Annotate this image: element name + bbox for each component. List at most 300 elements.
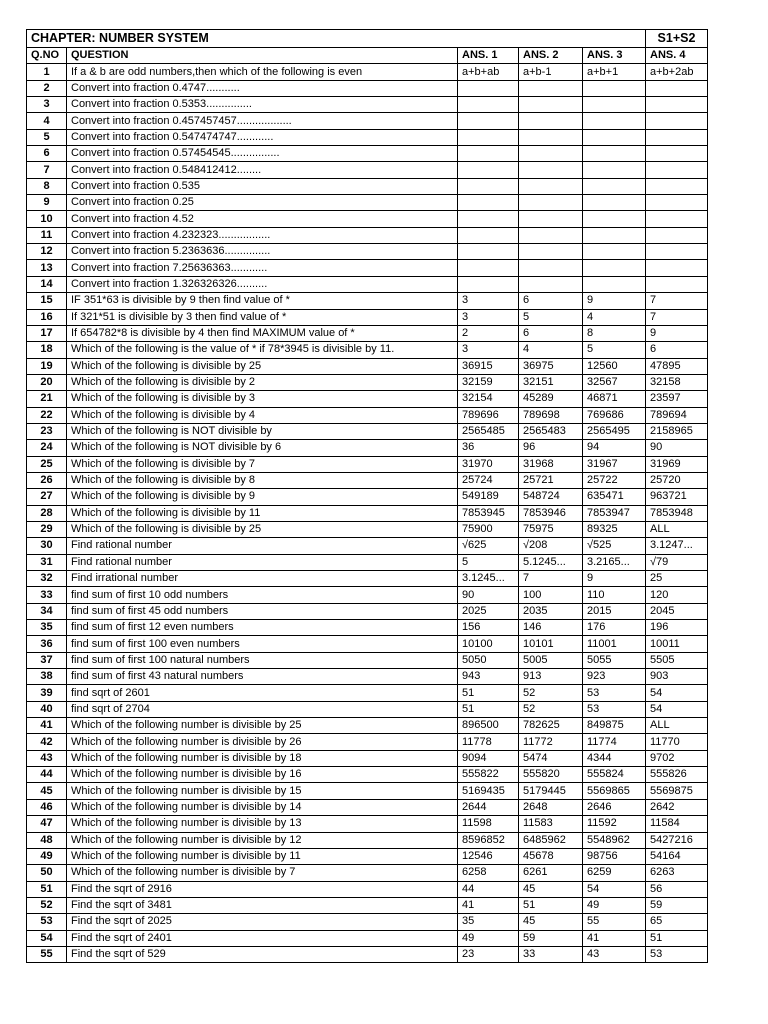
- answer-2: 7853946: [519, 505, 583, 521]
- answer-4: ALL: [646, 718, 708, 734]
- question-text: Which of the following number is divisible by 26: [67, 734, 458, 750]
- answer-4: 7: [646, 293, 708, 309]
- question-text: Which of the following is divisible by 7: [67, 456, 458, 472]
- answer-1: [458, 80, 519, 96]
- answer-3: [583, 195, 646, 211]
- question-text: Convert into fraction 0.25: [67, 195, 458, 211]
- table-row: [27, 832, 708, 848]
- answer-1: 5050: [458, 652, 519, 668]
- answer-3: 9: [583, 571, 646, 587]
- answer-1: 25724: [458, 472, 519, 488]
- answer-3: [583, 113, 646, 129]
- table-row: [27, 407, 708, 423]
- table-row: [27, 897, 708, 913]
- answer-1: 32154: [458, 391, 519, 407]
- question-text: Which of the following is the value of * if 78*3945 is divisible by 11.: [67, 342, 458, 358]
- answer-4: 5569875: [646, 783, 708, 799]
- question-text: Which of the following number is divisible by 15: [67, 783, 458, 799]
- question-number: 17: [27, 325, 67, 341]
- question-text: Which of the following number is divisible by 12: [67, 832, 458, 848]
- table-row: [27, 391, 708, 407]
- answer-4: 120: [646, 587, 708, 603]
- question-text: Which of the following is divisible by 4: [67, 407, 458, 423]
- answer-3: √525: [583, 538, 646, 554]
- table-row: [27, 342, 708, 358]
- question-text: Which of the following number is divisible by 13: [67, 816, 458, 832]
- table-row: [27, 276, 708, 292]
- answer-3: 176: [583, 620, 646, 636]
- answer-2: 789698: [519, 407, 583, 423]
- answer-4: 25720: [646, 472, 708, 488]
- answer-3: 53: [583, 701, 646, 717]
- question-number: 21: [27, 391, 67, 407]
- table-row: [27, 227, 708, 243]
- title-row: [27, 30, 708, 48]
- answer-1: 90: [458, 587, 519, 603]
- question-text: Convert into fraction 1.326326326..........: [67, 276, 458, 292]
- answer-1: 6258: [458, 865, 519, 881]
- question-text: Which of the following number is divisible by 18: [67, 750, 458, 766]
- answer-2: 7: [519, 571, 583, 587]
- question-number: 35: [27, 620, 67, 636]
- answer-2: 6: [519, 293, 583, 309]
- question-text: Which of the following is divisible by 25: [67, 521, 458, 537]
- answer-2: [519, 146, 583, 162]
- chapter-title: CHAPTER: NUMBER SYSTEM: [27, 30, 646, 48]
- question-number: 26: [27, 472, 67, 488]
- answer-2: 11772: [519, 734, 583, 750]
- question-number: 40: [27, 701, 67, 717]
- answer-4: 2045: [646, 603, 708, 619]
- answer-2: 6485962: [519, 832, 583, 848]
- answer-2: 52: [519, 701, 583, 717]
- answer-1: [458, 211, 519, 227]
- question-number: 24: [27, 440, 67, 456]
- table-row: [27, 146, 708, 162]
- answer-4: 25: [646, 571, 708, 587]
- header-ans-3: ANS. 3: [583, 48, 646, 64]
- answer-2: 2648: [519, 799, 583, 815]
- table-row: [27, 865, 708, 881]
- question-number: 41: [27, 718, 67, 734]
- answer-4: 9702: [646, 750, 708, 766]
- answer-4: 47895: [646, 358, 708, 374]
- answer-4: 53: [646, 946, 708, 962]
- question-number: 39: [27, 685, 67, 701]
- question-number: 18: [27, 342, 67, 358]
- answer-4: 555826: [646, 767, 708, 783]
- question-text: Which of the following is NOT divisible by: [67, 423, 458, 439]
- answer-1: 11778: [458, 734, 519, 750]
- question-text: Find the sqrt of 2916: [67, 881, 458, 897]
- table-row: [27, 571, 708, 587]
- answer-4: [646, 244, 708, 260]
- answer-3: a+b+1: [583, 64, 646, 80]
- question-number: 53: [27, 914, 67, 930]
- answer-2: 52: [519, 685, 583, 701]
- question-text: Find irrational number: [67, 571, 458, 587]
- answer-4: [646, 195, 708, 211]
- question-text: Find rational number: [67, 538, 458, 554]
- question-text: If 654782*8 is divisible by 4 then find MAXIMUM value of *: [67, 325, 458, 341]
- answer-4: 11770: [646, 734, 708, 750]
- table-row: [27, 113, 708, 129]
- answer-2: 45678: [519, 848, 583, 864]
- answer-2: 33: [519, 946, 583, 962]
- table-row: [27, 129, 708, 145]
- question-text: find sum of first 43 natural numbers: [67, 669, 458, 685]
- answer-2: 45289: [519, 391, 583, 407]
- answer-2: 2565483: [519, 423, 583, 439]
- answer-1: 31970: [458, 456, 519, 472]
- answer-4: [646, 162, 708, 178]
- question-number: 22: [27, 407, 67, 423]
- question-number: 33: [27, 587, 67, 603]
- answer-3: [583, 211, 646, 227]
- answer-3: [583, 97, 646, 113]
- answer-1: [458, 276, 519, 292]
- answer-1: 51: [458, 701, 519, 717]
- answer-3: 4344: [583, 750, 646, 766]
- question-number: 11: [27, 227, 67, 243]
- table-row: [27, 799, 708, 815]
- answer-2: [519, 227, 583, 243]
- answer-2: 146: [519, 620, 583, 636]
- answer-3: 11001: [583, 636, 646, 652]
- answer-3: 635471: [583, 489, 646, 505]
- answer-2: [519, 211, 583, 227]
- header-ans-1: ANS. 1: [458, 48, 519, 64]
- answer-1: 41: [458, 897, 519, 913]
- answer-1: 3: [458, 342, 519, 358]
- answer-4: 54: [646, 685, 708, 701]
- question-number: 20: [27, 374, 67, 390]
- answer-1: a+b+ab: [458, 64, 519, 80]
- answer-1: [458, 129, 519, 145]
- answer-3: [583, 227, 646, 243]
- answer-2: 10101: [519, 636, 583, 652]
- answer-2: 11583: [519, 816, 583, 832]
- question-text: Convert into fraction 0.548412412........: [67, 162, 458, 178]
- question-number: 37: [27, 652, 67, 668]
- header-qno: Q.NO: [27, 48, 67, 64]
- question-number: 42: [27, 734, 67, 750]
- answer-3: 555824: [583, 767, 646, 783]
- answer-1: 51: [458, 685, 519, 701]
- table-row: [27, 260, 708, 276]
- answer-3: 49: [583, 897, 646, 913]
- table-row: [27, 162, 708, 178]
- table-row: [27, 685, 708, 701]
- question-text: If 321*51 is divisible by 3 then find value of *: [67, 309, 458, 325]
- question-text: Convert into fraction 0.5353...............: [67, 97, 458, 113]
- question-number: 10: [27, 211, 67, 227]
- answer-4: 54: [646, 701, 708, 717]
- answer-1: 12546: [458, 848, 519, 864]
- question-number: 8: [27, 178, 67, 194]
- question-number: 12: [27, 244, 67, 260]
- table-row: [27, 505, 708, 521]
- answer-1: 10100: [458, 636, 519, 652]
- answer-2: 782625: [519, 718, 583, 734]
- answer-1: 555822: [458, 767, 519, 783]
- question-text: Find the sqrt of 2025: [67, 914, 458, 930]
- question-text: Which of the following is divisible by 3: [67, 391, 458, 407]
- question-text: If a & b are odd numbers,then which of the following is even: [67, 64, 458, 80]
- answer-3: 43: [583, 946, 646, 962]
- answer-1: 44: [458, 881, 519, 897]
- header-question: QUESTION: [67, 48, 458, 64]
- question-text: find sum of first 12 even numbers: [67, 620, 458, 636]
- header-row: [27, 48, 708, 64]
- question-number: 5: [27, 129, 67, 145]
- answer-1: 156: [458, 620, 519, 636]
- question-number: 3: [27, 97, 67, 113]
- question-number: 9: [27, 195, 67, 211]
- answer-2: √208: [519, 538, 583, 554]
- answer-2: 6261: [519, 865, 583, 881]
- answer-2: 5.1245...: [519, 554, 583, 570]
- question-number: 13: [27, 260, 67, 276]
- table-row: [27, 636, 708, 652]
- answer-4: √79: [646, 554, 708, 570]
- question-number: 36: [27, 636, 67, 652]
- answer-3: 5548962: [583, 832, 646, 848]
- table-row: [27, 64, 708, 80]
- question-text: Which of the following number is divisible by 11: [67, 848, 458, 864]
- answer-4: 6: [646, 342, 708, 358]
- question-number: 38: [27, 669, 67, 685]
- answer-1: [458, 260, 519, 276]
- answer-1: 789696: [458, 407, 519, 423]
- answer-3: 25722: [583, 472, 646, 488]
- table-row: [27, 178, 708, 194]
- question-number: 27: [27, 489, 67, 505]
- answer-3: 5569865: [583, 783, 646, 799]
- answer-4: 32158: [646, 374, 708, 390]
- answer-1: 11598: [458, 816, 519, 832]
- question-number: 44: [27, 767, 67, 783]
- question-number: 6: [27, 146, 67, 162]
- answer-3: [583, 178, 646, 194]
- answer-4: 56: [646, 881, 708, 897]
- answer-3: 53: [583, 685, 646, 701]
- answer-4: 90: [646, 440, 708, 456]
- question-text: Which of the following is divisible by 25: [67, 358, 458, 374]
- answer-2: 4: [519, 342, 583, 358]
- answer-2: 45: [519, 914, 583, 930]
- answer-4: 23597: [646, 391, 708, 407]
- table-row: [27, 881, 708, 897]
- question-number: 23: [27, 423, 67, 439]
- answer-1: 3: [458, 309, 519, 325]
- answer-3: 11774: [583, 734, 646, 750]
- answer-4: [646, 146, 708, 162]
- table-row: [27, 718, 708, 734]
- question-number: 1: [27, 64, 67, 80]
- answer-1: 32159: [458, 374, 519, 390]
- answer-1: [458, 244, 519, 260]
- table-row: [27, 440, 708, 456]
- question-number: 7: [27, 162, 67, 178]
- table-row: [27, 195, 708, 211]
- answer-4: 31969: [646, 456, 708, 472]
- answer-1: 23: [458, 946, 519, 962]
- question-number: 45: [27, 783, 67, 799]
- answer-4: 5505: [646, 652, 708, 668]
- table-row: [27, 489, 708, 505]
- question-number: 34: [27, 603, 67, 619]
- answer-2: 51: [519, 897, 583, 913]
- table-row: [27, 734, 708, 750]
- answer-1: [458, 195, 519, 211]
- table-row: [27, 97, 708, 113]
- answer-2: [519, 244, 583, 260]
- table-row: [27, 472, 708, 488]
- section-label: S1+S2: [646, 30, 708, 48]
- answer-2: a+b-1: [519, 64, 583, 80]
- question-table-body: [27, 30, 708, 963]
- answer-1: 36: [458, 440, 519, 456]
- answer-3: [583, 162, 646, 178]
- answer-3: 8: [583, 325, 646, 341]
- question-text: Convert into fraction 0.547474747............: [67, 129, 458, 145]
- answer-1: [458, 227, 519, 243]
- answer-2: 96: [519, 440, 583, 456]
- answer-3: [583, 276, 646, 292]
- answer-2: 6: [519, 325, 583, 341]
- answer-1: 5: [458, 554, 519, 570]
- answer-3: 31967: [583, 456, 646, 472]
- question-text: Convert into fraction 0.457457457..................: [67, 113, 458, 129]
- answer-2: 45: [519, 881, 583, 897]
- question-text: Find the sqrt of 529: [67, 946, 458, 962]
- question-number: 48: [27, 832, 67, 848]
- question-number: 47: [27, 816, 67, 832]
- question-text: Convert into fraction 0.4747...........: [67, 80, 458, 96]
- table-row: [27, 80, 708, 96]
- question-text: IF 351*63 is divisible by 9 then find value of *: [67, 293, 458, 309]
- answer-2: 913: [519, 669, 583, 685]
- answer-2: [519, 97, 583, 113]
- answer-1: 75900: [458, 521, 519, 537]
- table-row: [27, 211, 708, 227]
- answer-4: 5427216: [646, 832, 708, 848]
- answer-2: 36975: [519, 358, 583, 374]
- answer-1: 35: [458, 914, 519, 930]
- answer-4: 59: [646, 897, 708, 913]
- answer-3: 769686: [583, 407, 646, 423]
- answer-1: 2: [458, 325, 519, 341]
- answer-3: 41: [583, 930, 646, 946]
- question-text: Convert into fraction 0.57454545................: [67, 146, 458, 162]
- answer-4: 65: [646, 914, 708, 930]
- answer-2: 100: [519, 587, 583, 603]
- question-text: Which of the following number is divisible by 25: [67, 718, 458, 734]
- question-text: Convert into fraction 4.232323.................: [67, 227, 458, 243]
- answer-2: 31968: [519, 456, 583, 472]
- answer-4: a+b+2ab: [646, 64, 708, 80]
- answer-4: 2158965: [646, 423, 708, 439]
- answer-2: [519, 80, 583, 96]
- question-number: 50: [27, 865, 67, 881]
- question-text: Which of the following number is divisible by 16: [67, 767, 458, 783]
- question-text: find sum of first 45 odd numbers: [67, 603, 458, 619]
- question-number: 16: [27, 309, 67, 325]
- table-row: [27, 521, 708, 537]
- answer-1: 3.1245...: [458, 571, 519, 587]
- answer-3: 54: [583, 881, 646, 897]
- answer-3: 12560: [583, 358, 646, 374]
- answer-1: 549189: [458, 489, 519, 505]
- answer-4: [646, 260, 708, 276]
- table-row: [27, 767, 708, 783]
- question-text: find sqrt of 2601: [67, 685, 458, 701]
- answer-4: 7: [646, 309, 708, 325]
- answer-3: 89325: [583, 521, 646, 537]
- answer-2: [519, 162, 583, 178]
- answer-1: √625: [458, 538, 519, 554]
- question-text: Find the sqrt of 2401: [67, 930, 458, 946]
- answer-2: [519, 113, 583, 129]
- answer-3: [583, 80, 646, 96]
- answer-4: 3.1247...: [646, 538, 708, 554]
- answer-3: 55: [583, 914, 646, 930]
- answer-3: 5: [583, 342, 646, 358]
- answer-4: 789694: [646, 407, 708, 423]
- answer-1: [458, 113, 519, 129]
- answer-4: [646, 113, 708, 129]
- answer-3: 11592: [583, 816, 646, 832]
- answer-1: 896500: [458, 718, 519, 734]
- question-number: 31: [27, 554, 67, 570]
- answer-3: 9: [583, 293, 646, 309]
- table-row: [27, 423, 708, 439]
- question-text: Which of the following number is divisible by 7: [67, 865, 458, 881]
- answer-4: 6263: [646, 865, 708, 881]
- answer-3: 923: [583, 669, 646, 685]
- answer-3: 2565495: [583, 423, 646, 439]
- table-row: [27, 930, 708, 946]
- answer-2: 2035: [519, 603, 583, 619]
- question-number: 15: [27, 293, 67, 309]
- question-number: 14: [27, 276, 67, 292]
- answer-1: [458, 146, 519, 162]
- answer-3: 2015: [583, 603, 646, 619]
- answer-1: [458, 97, 519, 113]
- header-ans-2: ANS. 2: [519, 48, 583, 64]
- table-row: [27, 783, 708, 799]
- question-number: 54: [27, 930, 67, 946]
- table-row: [27, 374, 708, 390]
- question-number: 4: [27, 113, 67, 129]
- answer-1: 9094: [458, 750, 519, 766]
- answer-3: 849875: [583, 718, 646, 734]
- answer-2: 5: [519, 309, 583, 325]
- question-number: 29: [27, 521, 67, 537]
- question-number: 46: [27, 799, 67, 815]
- answer-4: [646, 276, 708, 292]
- answer-2: [519, 178, 583, 194]
- answer-2: 75975: [519, 521, 583, 537]
- table-row: [27, 914, 708, 930]
- table-row: [27, 587, 708, 603]
- question-text: Find rational number: [67, 554, 458, 570]
- question-text: Which of the following is divisible by 9: [67, 489, 458, 505]
- question-text: Find the sqrt of 3481: [67, 897, 458, 913]
- question-text: Which of the following is NOT divisible by 6: [67, 440, 458, 456]
- answer-4: 2642: [646, 799, 708, 815]
